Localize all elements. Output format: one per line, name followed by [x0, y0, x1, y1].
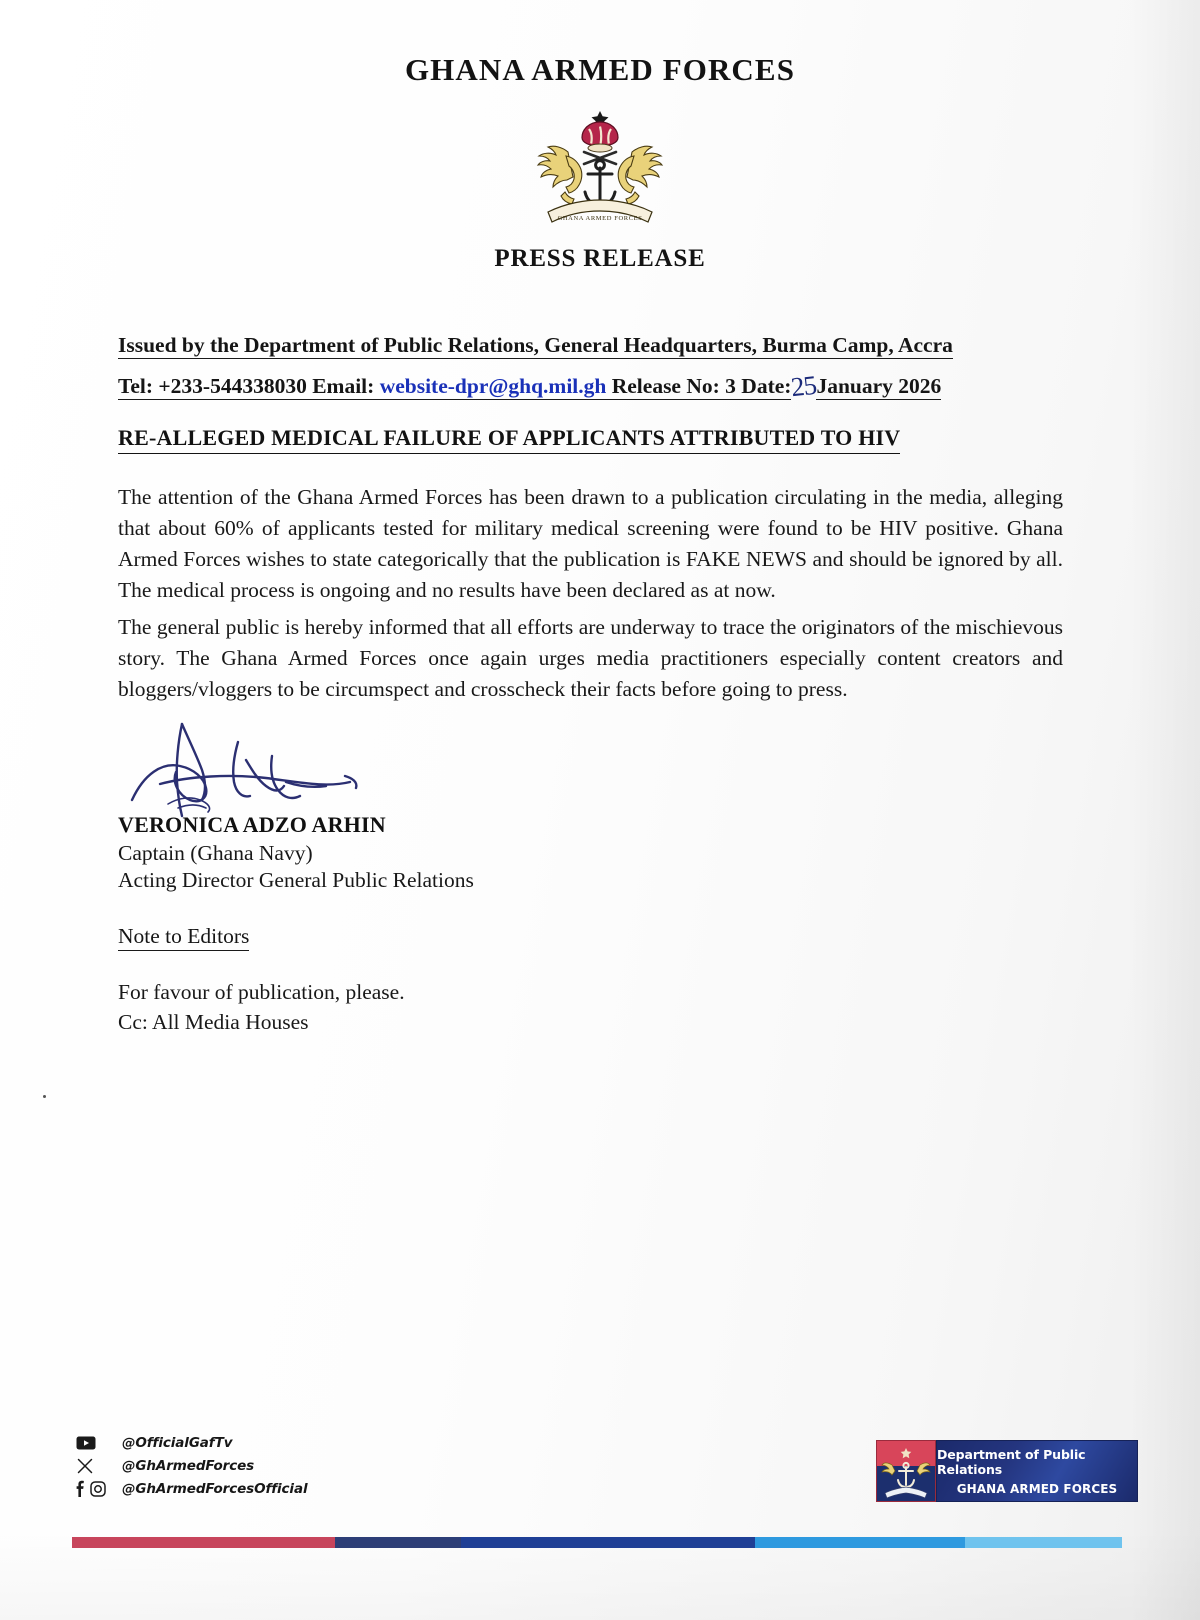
- ghana-coat-of-arms-icon: [510, 108, 690, 228]
- badge-organisation-label: GHANA ARMED FORCES: [956, 1481, 1118, 1496]
- social-row-youtube[interactable]: [76, 1432, 308, 1453]
- social-media-handles: [76, 1432, 308, 1499]
- release-number-and-date-label: Release No: 3 Date:: [606, 374, 792, 398]
- facebook-instagram-icon-wrap: [76, 1480, 122, 1498]
- signatory-rank: Captain (Ghana Navy): [118, 841, 313, 865]
- youtube-icon-wrap: [76, 1436, 122, 1450]
- scan-artifact-dot: [43, 1095, 46, 1098]
- youtube-icon: [76, 1436, 96, 1450]
- bar-segment-blue: [461, 1537, 755, 1548]
- footer-color-bar: [72, 1537, 1122, 1548]
- note-line-publication: For favour of publication, please.: [118, 980, 405, 1004]
- bar-segment-red: [72, 1537, 335, 1548]
- facebook-icon: [76, 1480, 86, 1498]
- release-headline: RE-ALLEGED MEDICAL FAILURE OF APPLICANTS ATTRIBUTED TO HIV: [118, 425, 900, 454]
- email-address[interactable]: website-dpr@ghq.mil.gh: [379, 374, 607, 398]
- bar-segment-cyan: [755, 1537, 965, 1548]
- issued-by-text: Issued by the Department of Public Relations, General Headquarters, Burma Camp, Accra: [118, 333, 953, 357]
- contact-prefix: Tel: +233-544338030 Email:: [118, 374, 380, 398]
- badge-department-label: Department of Public Relations: [937, 1446, 1086, 1477]
- handwritten-date-day: 25: [789, 369, 818, 403]
- bar-segment-navy: [335, 1537, 461, 1548]
- contact-line: [118, 369, 942, 403]
- body-paragraph-2: The general public is hereby informed that all efforts are underway to trace the originators of the mischievous story. The Ghana Armed Forces once again urges media practitioners especially content creators and bloggers/vloggers to be circumspect and crosscheck their facts before going to press.: [118, 615, 1063, 701]
- date-month-year: January 2026: [816, 374, 942, 398]
- social-row-x[interactable]: [76, 1455, 308, 1476]
- handwritten-signature: [120, 712, 420, 822]
- badge-crest-icon: [876, 1440, 936, 1502]
- x-twitter-icon: [76, 1457, 94, 1475]
- page-title: GHANA ARMED FORCES: [404, 52, 796, 87]
- social-handle-x: @GhArmedForces: [122, 1457, 255, 1474]
- footer-department-badge: [876, 1440, 1138, 1502]
- issued-by-line: [118, 333, 953, 358]
- signatory-role: Acting Director General Public Relations: [118, 868, 474, 892]
- x-icon-wrap: [76, 1457, 122, 1475]
- bar-segment-light-blue: [965, 1537, 1123, 1548]
- social-handle-youtube: @OfficialGafTv: [122, 1434, 233, 1451]
- note-line-cc: Cc: All Media Houses: [118, 1010, 309, 1034]
- signatory-name: VERONICA ADZO ARHIN: [118, 812, 386, 837]
- instagram-icon: [90, 1481, 106, 1497]
- badge-text-panel: [936, 1440, 1138, 1502]
- social-row-facebook-instagram[interactable]: [76, 1478, 308, 1499]
- document-type-heading: PRESS RELEASE: [494, 245, 706, 272]
- body-paragraph-1: The attention of the Ghana Armed Forces has been drawn to a publication circulating in the media, alleging that about 60% of applicants tested for military medical screening were found to be HIV positive. Ghana Armed Forces wishes to state categorically that the publication is FAKE NEWS and should be ignored by all. The medical process is ongoing and no results have been declared as at now.: [118, 485, 1063, 602]
- note-to-editors-heading: Note to Editors: [118, 924, 249, 951]
- crest-banner-text: GHANA ARMED FORCES: [557, 215, 643, 222]
- social-handle-facebook-instagram: @GhArmedForcesOfficial: [122, 1480, 308, 1497]
